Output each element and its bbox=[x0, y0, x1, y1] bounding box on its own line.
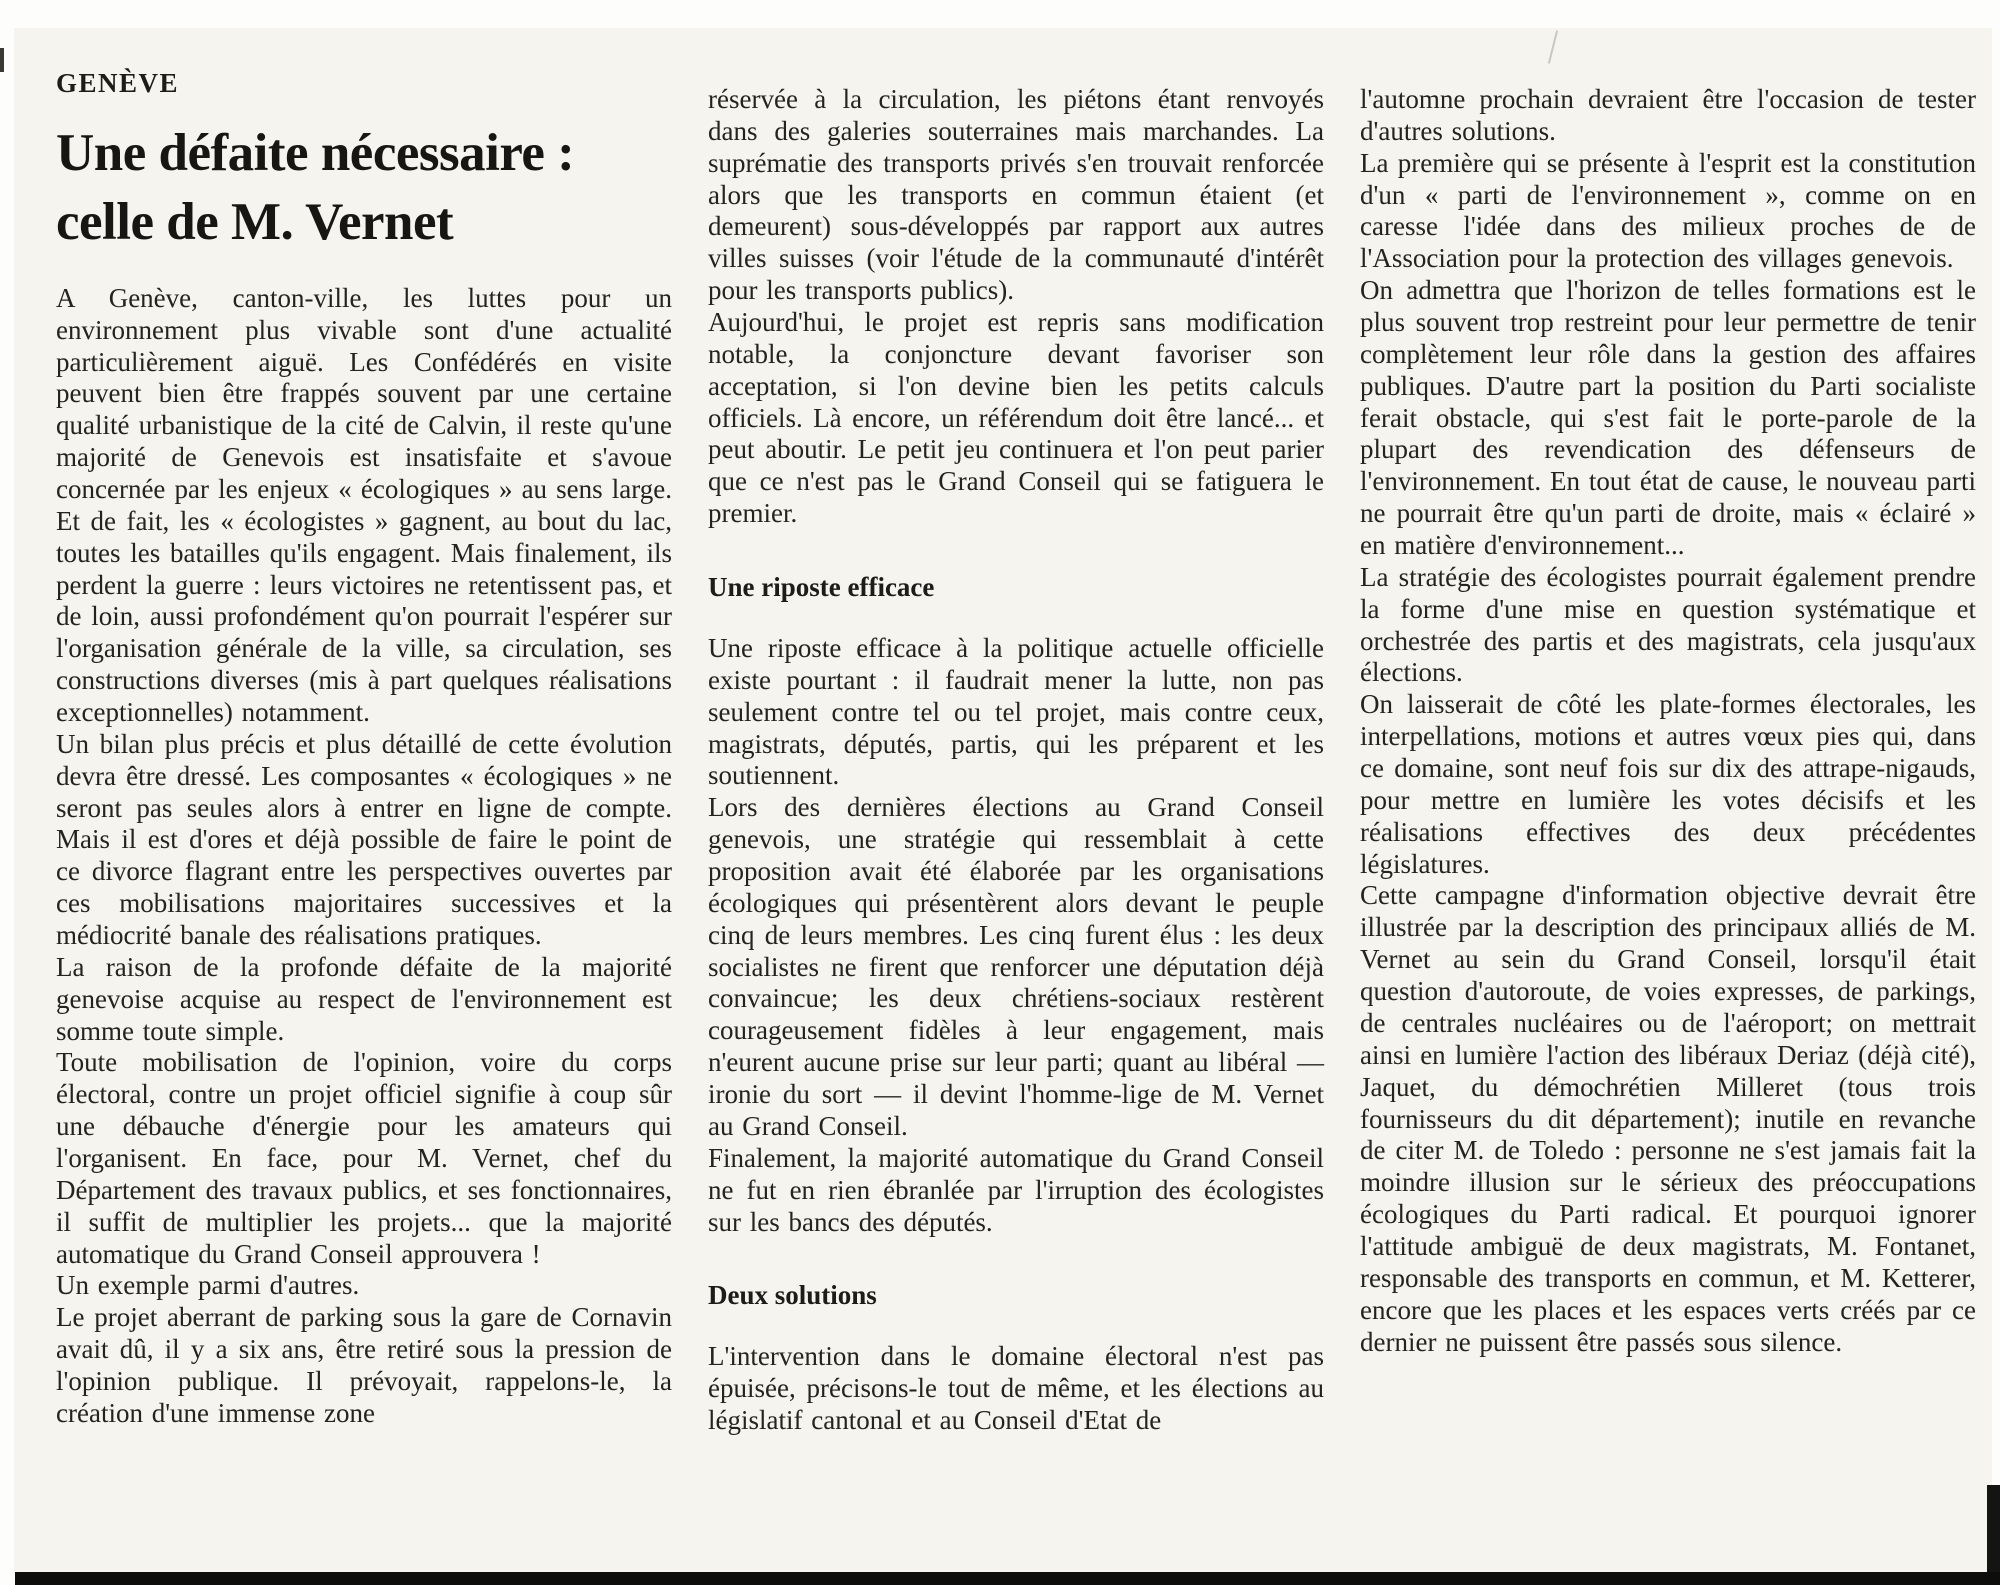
scan-bottom-edge-artifact bbox=[15, 1572, 2000, 1585]
paragraph: l'automne prochain devraient être l'occasion de tester d'autres solutions. bbox=[1360, 84, 1976, 146]
paragraph: Le projet aberrant de parking sous la gare de Cornavin avait dû, il y a six ans, être retiré sous la pression de l'opinion publique. Il prévoyait, rappelons-le, la création d'une immense zone bbox=[56, 1302, 672, 1428]
paragraph: Un bilan plus précis et plus détaillé de cette évolution devra être dressé. Les composantes « écologiques » ne seront pas seules alors à entrer en ligne de compte. Mais il est d'ores et déjà possible de faire le point de ce divorce flagrant entre les perspectives ouvertes par ces mobilisations majoritaires successives et la médiocrité banale des réalisations pratiques. bbox=[56, 728, 672, 950]
paragraph: Lors des dernières élections au Grand Conseil genevois, une stratégie qui ressemblait à cette proposition avait été élaborée par les organisations écologiques qui présentèrent alors devant le peuple cinq de leurs membres. Les cinq furent élus : les deux socialistes ne firent que renforcer une députation déjà convaincue; les deux chrétiens-sociaux restèrent courageusement fidèles à leur engagement, mais n'eurent aucune prise sur leur parti; quant au libéral — ironie du sort — il devint l'homme-lige de M. Vernet au Grand Conseil. bbox=[708, 792, 1324, 1141]
paragraph: Toute mobilisation de l'opinion, voire du corps électoral, contre un projet officiel signifie à coup sûr une débauche d'énergie pour les amateurs qui l'organisent. En face, pour M. Vernet, chef du Département des travaux publics, et ses fonctionnaires, il suffit de multiplier les projets... que la majorité automatique du Grand Conseil approuvera ! bbox=[56, 1047, 672, 1269]
paragraph: Finalement, la majorité automatique du Grand Conseil ne fut en rien ébranlée par l'irruption des écologistes sur les bancs des députés. bbox=[708, 1142, 1324, 1237]
paragraph: La stratégie des écologistes pourrait également prendre la forme d'une mise en question systématique et orchestrée des partis et des magistrats, cela jusqu'aux élections. bbox=[1360, 561, 1976, 688]
article-headline bbox=[56, 119, 672, 257]
headline-line-1: Une défaite nécessaire : bbox=[56, 124, 575, 182]
paragraph: A Genève, canton-ville, les luttes pour un environnement plus vivable sont d'une actualité particulièrement aiguë. Les Confédérés en visite peuvent bien être frappés souvent par une certaine qualité urbanistique de la cité de Calvin, il reste qu'une majorité de Genevois est insatisfaite et s'avoue concernée par les enjeux « écologiques » au sens large. Et de fait, les « écologistes » gagnent, au bout du lac, toutes les batailles qu'ils engagent. Mais finalement, ils perdent la guerre : leurs victoires ne retentissent pas, et de loin, aussi profondément qu'on pourrait l'espérer sur l'organisation générale de la ville, sa circulation, ses constructions diverses (mis à part quelques réalisations exceptionnelles) notamment. bbox=[56, 282, 672, 727]
headline-line-2: celle de M. Vernet bbox=[56, 192, 454, 251]
paragraph: La raison de la profonde défaite de la majorité genevoise acquise au respect de l'environnement est somme toute simple. bbox=[56, 951, 672, 1046]
scan-edge-mark bbox=[0, 48, 4, 72]
article-columns bbox=[56, 60, 1976, 1437]
section-kicker: GENÈVE bbox=[56, 68, 180, 98]
paragraph: Un exemple parmi d'autres. bbox=[56, 1270, 360, 1301]
column-2 bbox=[708, 60, 1324, 1437]
column-1 bbox=[56, 60, 672, 1437]
column-3 bbox=[1360, 60, 1976, 1437]
subheading-deux-solutions: Deux solutions bbox=[708, 1280, 877, 1311]
paragraph: réservée à la circulation, les piétons étant renvoyés dans des galeries souterraines mais marchandes. La suprématie des transports privés s'en trouvait renforcée alors que les transports en commun étaient (et demeurent) sous-développés par rapport aux autres villes suisses (voir l'étude de la communauté d'intérêt pour les transports publics). bbox=[708, 84, 1324, 306]
paragraph: Aujourd'hui, le projet est repris sans modification notable, la conjoncture devant favoriser son acceptation, si l'on devine bien les petits calculs officiels. Là encore, un référendum doit être lancé... et peut aboutir. Le petit jeu continuera et l'on peut parier que ce n'est pas le Grand Conseil qui se fatiguera le premier. bbox=[708, 307, 1324, 529]
subheading-une-riposte-efficace: Une riposte efficace bbox=[708, 572, 935, 603]
paragraph: Une riposte efficace à la politique actuelle officielle existe pourtant : il faudrait mener la lutte, non pas seulement contre tel ou tel projet, mais contre ceux, magistrats, députés, partis, qui les préparent et les soutiennent. bbox=[708, 633, 1324, 791]
paragraph: On admettra que l'horizon de telles formations est le plus souvent trop restreint pour leur permettre de tenir complètement leur rôle dans la gestion des affaires publiques. D'autre part la position du Parti socialiste ferait obstacle, qui s'est fait le porte-parole de la plupart des revendication des défenseurs de l'environnement. En tout état de cause, le nouveau parti ne pourrait être qu'un parti de droite, mais « éclairé » en matière d'environnement... bbox=[1360, 275, 1976, 561]
paragraph: Cette campagne d'information objective devrait être illustrée par la description des principaux alliés de M. Vernet au sein du Grand Conseil, lorsqu'il était question d'autoroute, de voies expresses, de parkings, de centrales nucléaires ou de l'aéroport; on mettrait ainsi en lumière l'action des libéraux Deriaz (déjà cité), Jaquet, du démochrétien Milleret (tous trois fournisseurs du dit département); inutile en revanche de citer M. de Toledo : personne ne s'est jamais fait la moindre illusion sur le sérieux des préoccupations écologiques du Parti radical. Et pourquoi ignorer l'attitude ambiguë de deux magistrats, M. Fontanet, responsable des transports en commun, et M. Ketterer, encore que les places et les espaces verts créés par ce dernier ne puissent être passés sous silence. bbox=[1360, 880, 1976, 1357]
paragraph: L'intervention dans le domaine électoral n'est pas épuisée, précisons-le tout de même, et les élections au législatif cantonal et au Conseil d'Etat de bbox=[708, 1341, 1324, 1436]
scan-right-edge-artifact bbox=[1987, 1485, 2000, 1580]
paragraph: La première qui se présente à l'esprit est la constitution d'un « parti de l'environnement », comme on en caresse l'idée dans des milieux proches de de l'Association pour la protection des villages genevois. bbox=[1360, 147, 1976, 274]
paragraph: On laisserait de côté les plate-formes électorales, les interpellations, motions et autres vœux pies qui, dans ce domaine, sont neuf fois sur dix des attrape-nigauds, pour mettre en lumière les votes décisifs et les réalisations effectives des deux précédentes législatures. bbox=[1360, 689, 1976, 879]
